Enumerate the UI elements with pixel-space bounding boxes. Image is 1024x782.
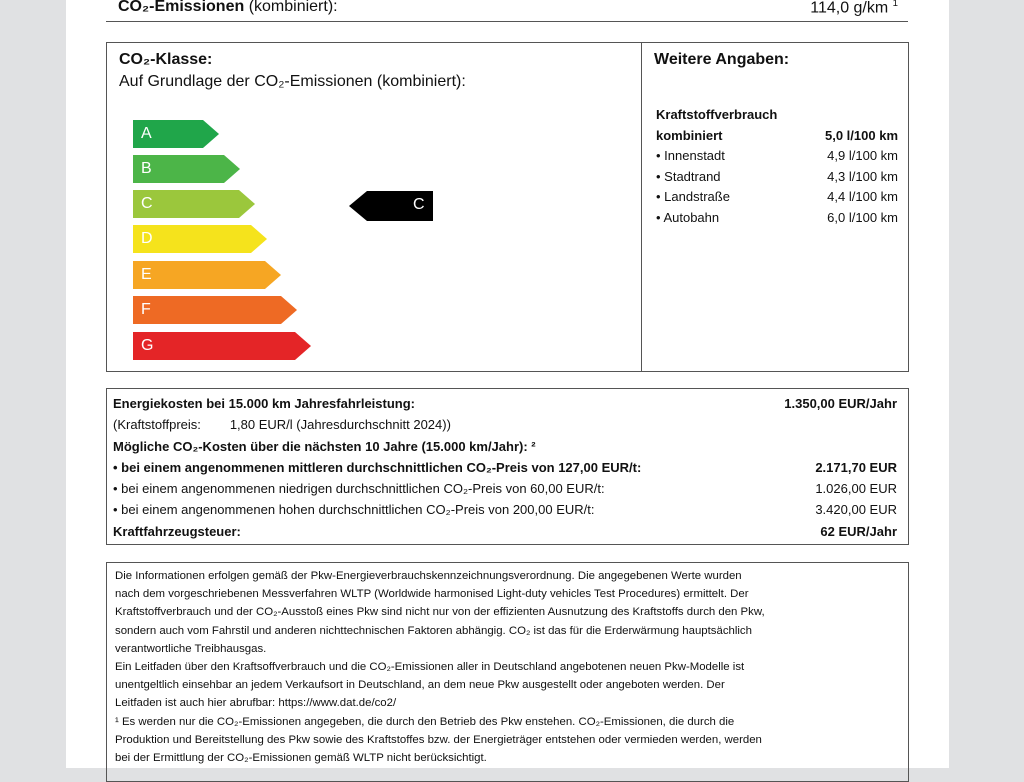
note-line: nach dem vorgeschriebenen Messverfahren WLTP (Worldwide harmonised Light-duty vehicles Test Procedures) ermittelt. Der	[115, 588, 749, 601]
co2-cost-mid-row: • bei einem angenommenen mittleren durchschnittlichen CO₂-Preis von 127,00 EUR/t: 2.171,70 EUR	[113, 459, 897, 475]
class-letter-g: G	[141, 337, 154, 354]
fuel-row-highway: • Autobahn 6,0 l/100 km	[656, 209, 898, 225]
note-line: ¹ Es werden nur die CO₂-Emissionen angegeben, die durch den Betrieb des Pkw enstehen. CO₂-Emissionen, die durch die	[115, 715, 735, 728]
co2-class-panel	[106, 42, 642, 372]
energy-cost-row: Energiekosten bei 15.000 km Jahresfahrleistung: 1.350,00 EUR/Jahr	[113, 396, 897, 411]
co2-class-subtitle: Auf Grundlage der CO₂-Emissionen (kombiniert):	[119, 73, 466, 90]
note-line: verantwortliche Treibhausgas.	[115, 642, 267, 655]
fuel-row-city: • Innenstadt 4,9 l/100 km	[656, 148, 898, 163]
note-line: unentgeltlich einsehbar an jedem Verkaufsort in Deutschland, an dem neue Pkw ausgestellt oder angeboten werden. Der	[115, 679, 725, 692]
emission-value: 114,0 g/km $^1$	[810, 0, 898, 17]
note-line: Die Informationen erfolgen gemäß der Pkw-Energieverbrauchskennzeichnungsverordnung. Die angegebenen Werte wurden	[115, 570, 742, 582]
current-class-letter: C	[413, 196, 425, 213]
co2-costs-heading: Mögliche CO₂-Kosten über die nächsten 10 Jahre (15.000 km/Jahr): ²	[113, 438, 536, 454]
fuel-row-rural: • Landstraße 4,4 l/100 km	[656, 189, 898, 204]
vehicle-tax-row: Kraftfahrzeugsteuer: 62 EUR/Jahr	[113, 523, 897, 539]
class-letter-e: E	[141, 266, 152, 283]
top-divider	[106, 21, 908, 22]
emission-label: CO₂-Emissionen (kombiniert):	[118, 0, 338, 15]
further-info-title: Weitere Angaben:	[654, 51, 790, 68]
fuel-price-row: (Kraftstoffpreis: 1,80 EUR/l (Jahresdurchschnitt 2024))	[113, 417, 451, 433]
co2-cost-high-row: • bei einem angenommenen hohen durchschnittlichen CO₂-Preis von 200,00 EUR/t: 3.420,00 EUR	[113, 502, 897, 518]
class-letter-b: B	[141, 160, 152, 177]
costs-panel	[106, 388, 909, 545]
note-line: Produktion und Bereitstellung des Pkw sowie des Kraftstoffes bzw. der Energieträger entstehen oder vermieden werden, werden	[115, 733, 762, 746]
emission-combined-row	[118, 0, 898, 20]
class-letter-f: F	[141, 301, 151, 318]
note-line: sondern auch vom Fahrstil und anderen nichttechnischen Faktoren abhängig. CO₂ ist das für die Erderwärmung hauptsächlich	[115, 624, 752, 637]
note-line: Kraftstoffverbrauch und der CO₂-Ausstoß eines Pkw sind nicht nur von der effizienten Ausnutzung des Kraftstoffs durch den Pkw,	[115, 606, 765, 619]
further-info-panel	[641, 42, 909, 372]
co2-class-title: CO₂-Klasse:	[119, 51, 213, 68]
footnotes-panel	[106, 562, 909, 782]
note-line: bei der Ermittlung der CO₂-Emissionen gemäß WLTP nicht berücksichtigt.	[115, 752, 487, 765]
fuel-consumption-list	[656, 105, 898, 228]
fuel-row-suburban: • Stadtrand 4,3 l/100 km	[656, 168, 898, 184]
fuel-row-combined: kombiniert 5,0 l/100 km	[656, 127, 898, 143]
note-line: Leitfaden ist auch hier abrufbar: https://www.dat.de/co2/	[115, 697, 397, 710]
note-line: Ein Leitfaden über den Kraftsoffverbrauch und die CO₂-Emissionen aller in Deutschland angebotenen neuen Pkw-Modelle ist	[115, 661, 745, 674]
class-letter-d: D	[141, 230, 153, 247]
class-letter-a: A	[141, 125, 152, 142]
co2-cost-low-row: • bei einem angenommenen niedrigen durchschnittlichen CO₂-Preis von 60,00 EUR/t: 1.026,00 EUR	[113, 481, 897, 497]
class-letter-c: C	[141, 195, 153, 212]
fuel-consumption-heading: Kraftstoffverbrauch	[656, 107, 778, 122]
